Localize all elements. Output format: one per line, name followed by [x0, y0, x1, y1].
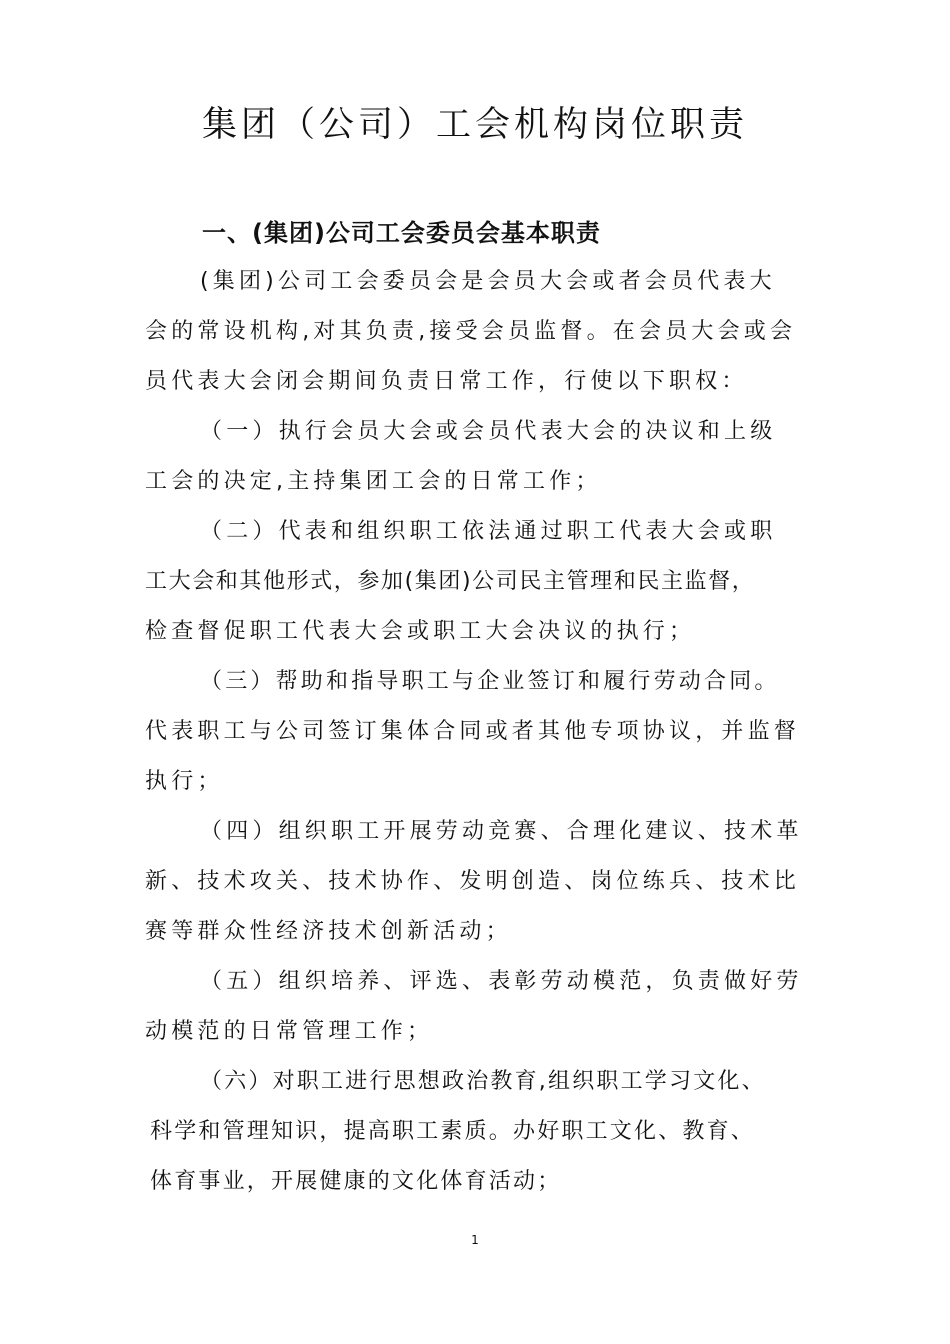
paragraph-line: （三）帮助和指导职工与企业签订和履行劳动合同。: [200, 669, 780, 694]
document-title: 集团（公司）工会机构岗位职责: [201, 105, 748, 145]
paragraph-line: 员代表大会闭会期间负责日常工作，行使以下职权：: [145, 369, 748, 394]
paragraph-line: （六）对职工进行思想政治教育,组织职工学习文化、: [200, 1069, 766, 1094]
page-number: 1: [471, 1233, 479, 1247]
paragraph-line: 科学和管理知识，提高职工素质。办好职工文化、教育、: [150, 1119, 756, 1144]
paragraph-line: 工会的决定,主持集团工会的日常工作；: [145, 469, 602, 494]
paragraph-line: （四）组织职工开展劳动竞赛、合理化建议、技术革: [200, 819, 803, 844]
paragraph-line: 会的常设机构,对其负责,接受会员监督。在会员大会或会: [145, 319, 797, 344]
paragraph-line: 工大会和其他形式，参加(集团)公司民主管理和民主监督，: [145, 569, 756, 594]
paragraph-line: 赛等群众性经济技术创新活动；: [145, 919, 512, 944]
paragraph-line: （五）组织培养、评选、表彰劳动模范，负责做好劳: [200, 969, 803, 994]
section-heading: 一、(集团)公司工会委员会基本职责: [202, 219, 601, 247]
paragraph-line: （二）代表和组织职工依法通过职工代表大会或职: [200, 519, 777, 544]
paragraph-line: 新、技术攻关、技术协作、发明创造、岗位练兵、技术比: [145, 869, 801, 894]
paragraph-line: (集团)公司工会委员会是会员大会或者会员代表大: [200, 269, 776, 294]
paragraph-line: （一）执行会员大会或会员代表大会的决议和上级: [200, 419, 777, 444]
paragraph-line: 检查督促职工代表大会或职工大会决议的执行；: [145, 619, 696, 644]
paragraph-line: 体育事业，开展健康的文化体育活动；: [150, 1169, 562, 1194]
paragraph-line: 代表职工与公司签订集体合同或者其他专项协议，并监督: [145, 719, 801, 744]
paragraph-line: 执行；: [145, 769, 224, 794]
paragraph-line: 动模范的日常管理工作；: [145, 1019, 434, 1044]
